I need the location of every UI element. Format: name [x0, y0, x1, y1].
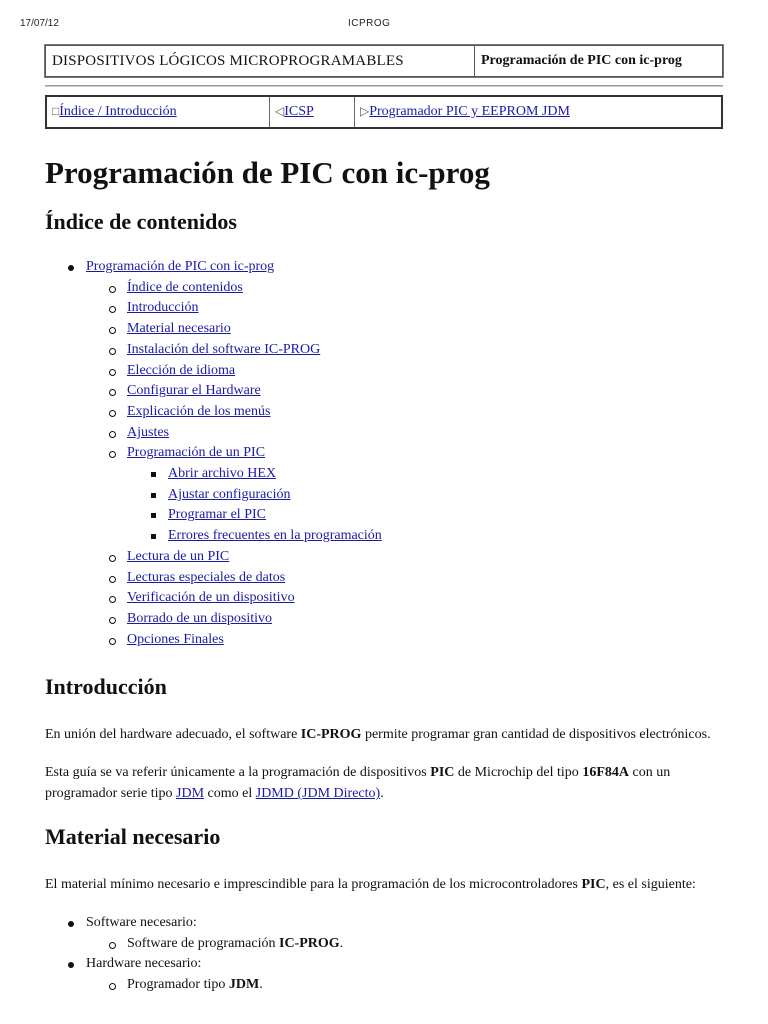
toc-link-borrado[interactable]: Borrado de un dispositivo	[127, 610, 273, 626]
intro-heading: Introducción	[45, 674, 167, 700]
text: , es el siguiente:	[605, 877, 696, 893]
site-banner	[45, 45, 723, 77]
toc-item	[86, 361, 723, 382]
toc-link-opciones[interactable]: Opciones Finales	[127, 631, 224, 647]
toc-link-introduccion[interactable]: Introducción	[127, 300, 199, 316]
material-heading: Material necesario	[45, 824, 221, 850]
text: permite programar gran cantidad de dispositivos electrónicos.	[361, 727, 711, 743]
toc-link-instalacion[interactable]: Instalación del software IC-PROG	[127, 341, 321, 357]
nav-prev-cell	[270, 96, 355, 128]
software-label: Software necesario:	[86, 915, 197, 931]
toc-link-idioma[interactable]: Elección de idioma	[127, 362, 236, 378]
bold-text: 16F84A	[582, 765, 629, 781]
toc-link-hardware[interactable]: Configurar el Hardware	[127, 383, 261, 399]
toc-subitem	[127, 464, 723, 485]
hardware-label: Hardware necesario:	[86, 956, 202, 972]
toc-link-menus[interactable]: Explicación de los menús	[127, 403, 271, 419]
text: .	[259, 976, 263, 992]
toc-link-programar-pic[interactable]: Programar el PIC	[168, 507, 266, 523]
jdmd-link[interactable]: JDMD (JDM Directo)	[255, 786, 381, 802]
hardware-subitem	[86, 975, 723, 996]
toc-item	[86, 568, 723, 589]
banner-page-title: Programación de PIC con ic-prog	[475, 46, 723, 77]
toc-link-lecturas-especiales[interactable]: Lecturas especiales de datos	[127, 569, 286, 585]
toc-item	[86, 609, 723, 630]
toc-item	[86, 630, 723, 651]
text: En unión del hardware adecuado, el software	[45, 727, 301, 743]
toc-link-root[interactable]: Programación de PIC con ic-prog	[86, 259, 275, 274]
toc-subitem	[127, 485, 723, 506]
nav-next-cell	[355, 96, 723, 128]
toc-link-abrir-hex[interactable]: Abrir archivo HEX	[168, 466, 277, 482]
print-title: ICPROG	[348, 18, 391, 29]
print-date: 17/07/12	[20, 18, 59, 29]
bold-text: IC-PROG	[300, 727, 362, 743]
text: El material mínimo necesario e imprescindible para la programación de los microcontroladores	[45, 877, 582, 893]
toc-item	[86, 278, 723, 299]
toc-item	[86, 402, 723, 423]
next-triangle-icon: ▷	[360, 104, 370, 118]
toc-heading: Índice de contenidos	[45, 209, 237, 234]
requirements-list	[45, 913, 723, 995]
toc-item	[86, 381, 723, 402]
toc-link-verificacion[interactable]: Verificación de un dispositivo	[127, 590, 295, 606]
toc-link-material[interactable]: Material necesario	[127, 321, 231, 337]
text: Software de programación	[127, 935, 279, 951]
nav-home-cell	[46, 96, 270, 128]
jdm-link[interactable]: JDM	[176, 786, 205, 802]
text: .	[339, 935, 344, 951]
toc-item	[86, 423, 723, 444]
toc-subitem	[127, 526, 723, 547]
page-title: Programación de PIC con ic-prog	[45, 155, 490, 190]
hardware-item	[45, 954, 723, 995]
text: Programador tipo	[127, 976, 229, 992]
toc-link-ajustar-config[interactable]: Ajustar configuración	[168, 486, 291, 502]
prev-triangle-icon: ◁	[275, 104, 285, 118]
toc-root-item	[45, 257, 723, 650]
nav-home-link[interactable]: Índice / Introducción	[59, 104, 177, 119]
print-header	[20, 18, 748, 32]
software-item	[45, 913, 723, 954]
toc-item	[86, 298, 723, 319]
toc-link-ajustes[interactable]: Ajustes	[127, 424, 169, 440]
toc-item	[86, 340, 723, 361]
nav-prev-link[interactable]: ICSP	[284, 104, 314, 119]
toc-item	[86, 547, 723, 568]
material-paragraph	[45, 874, 723, 895]
intro-paragraph-1	[45, 724, 723, 745]
page-content	[45, 45, 723, 995]
navigation-bar	[45, 95, 723, 129]
toc-item	[86, 443, 723, 547]
toc-link-lectura[interactable]: Lectura de un PIC	[127, 548, 230, 564]
toc-item	[86, 588, 723, 609]
software-subitem	[86, 934, 723, 955]
text: de Microchip del tipo	[454, 765, 583, 781]
header-divider	[45, 85, 723, 87]
home-square-icon: □	[52, 104, 60, 118]
toc-item	[86, 319, 723, 340]
text: .	[380, 786, 384, 802]
toc-link-programacion[interactable]: Programación de un PIC	[127, 445, 266, 461]
bold-text: PIC	[581, 877, 606, 893]
text: como el	[204, 786, 256, 802]
bold-text: JDM	[228, 976, 260, 992]
toc-link-indice[interactable]: Índice de contenidos	[127, 279, 243, 295]
nav-next-link[interactable]: Programador PIC y EEPROM JDM	[369, 104, 570, 119]
table-of-contents	[45, 257, 723, 650]
bold-text: PIC	[430, 765, 455, 781]
bold-text: IC-PROG	[279, 935, 340, 951]
banner-site-title: DISPOSITIVOS LÓGICOS MICROPROGRAMABLES	[46, 46, 475, 77]
text: Esta guía se va referir únicamente a la programación de dispositivos	[45, 765, 431, 781]
toc-subitem	[127, 505, 723, 526]
toc-link-errores[interactable]: Errores frecuentes en la programación	[168, 528, 382, 544]
intro-paragraph-2	[45, 762, 723, 804]
text: con un programador serie tipo	[45, 765, 671, 802]
